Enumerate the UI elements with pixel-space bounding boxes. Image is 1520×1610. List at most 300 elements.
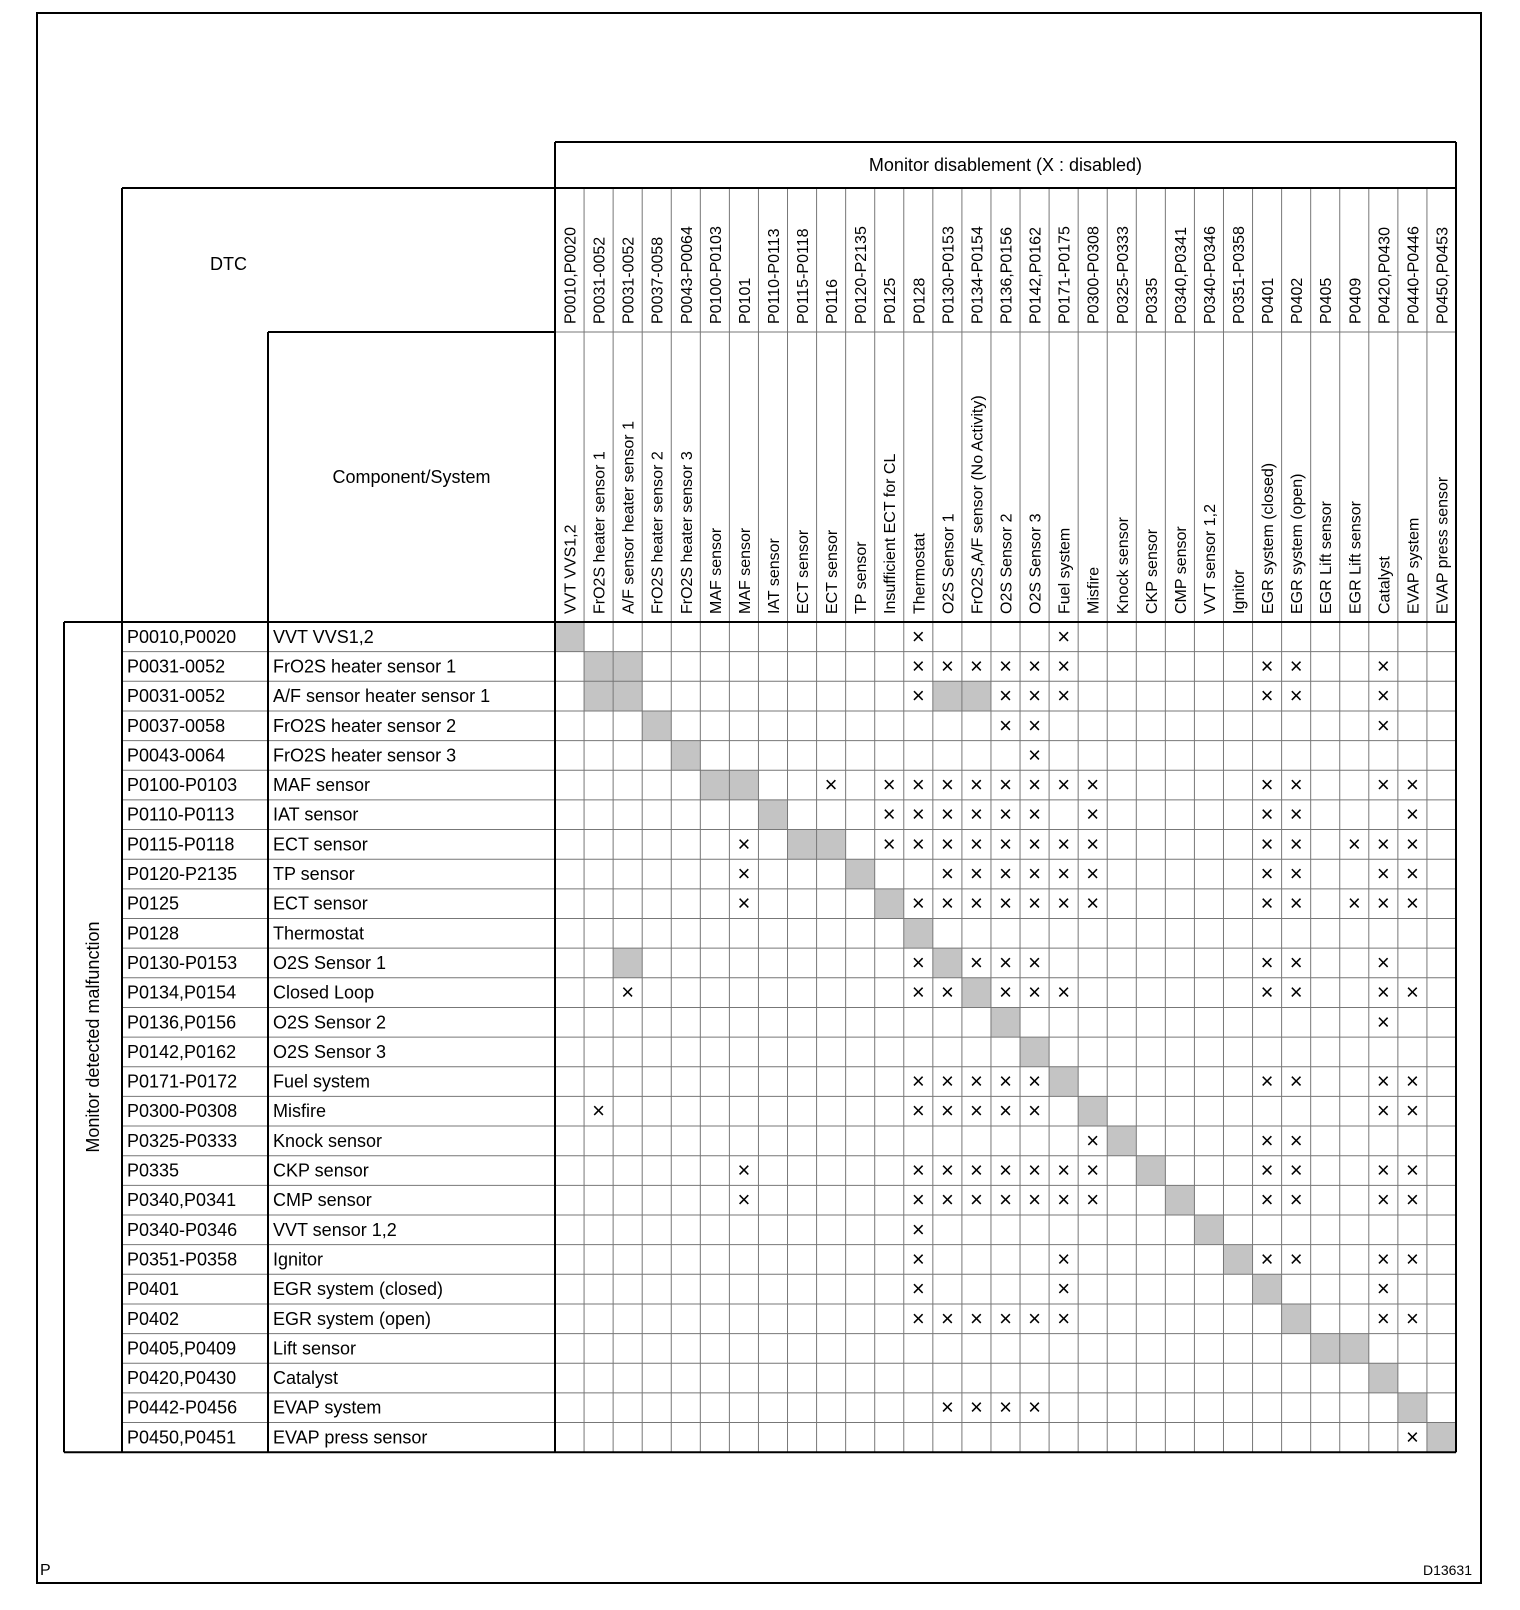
disabled-x-mark: ×: [999, 801, 1012, 827]
disabled-x-mark: ×: [1405, 1157, 1419, 1183]
disabled-x-mark: ×: [940, 1098, 954, 1124]
disabled-x-mark: ×: [999, 861, 1012, 887]
disabled-x-mark: ×: [1376, 1187, 1390, 1213]
row-component-label: EGR system (open): [273, 1308, 432, 1329]
column-component-label: EGR Lift sensor: [1347, 501, 1365, 614]
disabled-x-mark: ×: [1289, 979, 1303, 1005]
disabled-x-mark: ×: [940, 831, 954, 857]
disabled-x-mark: ×: [1028, 1098, 1041, 1124]
row-component-label: ECT sensor: [273, 834, 368, 855]
disabled-x-mark: ×: [1057, 683, 1071, 709]
disabled-x-mark: ×: [940, 772, 954, 798]
column-component-label: MAF sensor: [707, 527, 725, 614]
shaded-self-cell: [846, 859, 875, 889]
column-dtc-label: P0142,P0162: [1027, 227, 1045, 324]
column-component-label: O2S Sensor 2: [998, 513, 1016, 614]
row-component-label: O2S Sensor 1: [273, 952, 387, 973]
disabled-x-mark: ×: [970, 801, 983, 827]
disabled-x-mark: ×: [999, 772, 1012, 798]
shaded-self-cell: [1107, 1126, 1136, 1156]
disabled-x-mark: ×: [1376, 772, 1390, 798]
disabled-x-mark: ×: [999, 1098, 1012, 1124]
disabled-x-mark: ×: [1376, 1276, 1390, 1302]
column-dtc-label: P0325-P0333: [1114, 226, 1132, 324]
disabled-x-mark: ×: [1028, 712, 1041, 738]
disabled-x-mark: ×: [1028, 861, 1041, 887]
row-component-label: TP sensor: [273, 864, 355, 885]
shaded-self-cell: [1223, 1245, 1252, 1275]
shaded-self-cell: [613, 652, 642, 682]
column-component-label: EVAP press sensor: [1434, 476, 1452, 614]
disabled-x-mark: ×: [970, 861, 983, 887]
disabled-x-mark: ×: [1289, 890, 1303, 916]
disabled-x-mark: ×: [1086, 831, 1100, 857]
disabled-x-mark: ×: [1260, 1157, 1274, 1183]
disabled-x-mark: ×: [1028, 653, 1041, 679]
row-dtc-label: P0125: [127, 893, 180, 914]
disabled-x-mark: ×: [1086, 772, 1100, 798]
shaded-self-cell: [1340, 1334, 1369, 1364]
disabled-x-mark: ×: [1405, 1187, 1419, 1213]
column-dtc-label: P0128: [911, 277, 929, 324]
disabled-x-mark: ×: [940, 861, 954, 887]
disabled-x-mark: ×: [1057, 1276, 1071, 1302]
row-dtc-label: P0351-P0358: [127, 1249, 238, 1270]
row-dtc-label: P0340,P0341: [127, 1190, 237, 1211]
disabled-x-mark: ×: [882, 831, 896, 857]
disabled-x-mark: ×: [1260, 831, 1274, 857]
disabled-x-mark: ×: [999, 1068, 1012, 1094]
row-dtc-label: P0405,P0409: [127, 1338, 237, 1359]
disabled-x-mark: ×: [1086, 861, 1100, 887]
row-dtc-label: P0136,P0156: [127, 1012, 237, 1033]
shaded-self-cell: [1020, 1037, 1049, 1067]
disabled-x-mark: ×: [1260, 1246, 1274, 1272]
disabled-x-mark: ×: [940, 1187, 954, 1213]
column-component-label: Catalyst: [1376, 556, 1394, 614]
disabled-x-mark: ×: [1028, 742, 1041, 768]
disabled-x-mark: ×: [621, 979, 635, 1005]
disabled-x-mark: ×: [940, 1394, 954, 1420]
column-dtc-label: P0110-P0113: [765, 228, 783, 324]
disabled-x-mark: ×: [911, 979, 925, 1005]
shaded-self-cell: [1311, 1334, 1340, 1364]
column-component-label: VVT sensor 1,2: [1201, 504, 1219, 614]
row-dtc-label: P0010,P0020: [127, 626, 237, 647]
disabled-x-mark: ×: [911, 653, 925, 679]
row-component-label: Lift sensor: [273, 1338, 357, 1359]
disabled-x-mark: ×: [1405, 1068, 1419, 1094]
row-dtc-label: P0171-P0172: [127, 1071, 238, 1092]
column-component-label: Knock sensor: [1114, 517, 1132, 614]
disabled-x-mark: ×: [1057, 831, 1071, 857]
disabled-x-mark: ×: [1028, 1305, 1041, 1331]
column-dtc-label: P0120-P2135: [853, 226, 871, 324]
disabled-x-mark: ×: [1376, 1305, 1390, 1331]
column-component-label: EGR Lift sensor: [1318, 501, 1336, 614]
row-component-label: VVT VVS1,2: [273, 626, 374, 647]
shaded-self-cell: [1398, 1393, 1427, 1423]
disabled-x-mark: ×: [737, 861, 751, 887]
row-component-label: EVAP system: [273, 1397, 382, 1418]
column-dtc-label: P0031-0052: [591, 236, 609, 324]
disabled-x-mark: ×: [999, 831, 1012, 857]
footer-figure-id: D13631: [1422, 1562, 1472, 1578]
disabled-x-mark: ×: [1376, 712, 1390, 738]
row-component-label: FrO2S heater sensor 3: [273, 745, 457, 766]
column-component-label: Fuel system: [1056, 527, 1074, 614]
disabled-x-mark: ×: [1289, 683, 1303, 709]
disabled-x-mark: ×: [1057, 1157, 1071, 1183]
row-dtc-label: P0142,P0162: [127, 1041, 237, 1062]
disabled-x-mark: ×: [1376, 1068, 1390, 1094]
disabled-x-mark: ×: [1289, 653, 1303, 679]
column-dtc-label: P0440-P0446: [1405, 226, 1423, 324]
row-dtc-label: P0300-P0308: [127, 1101, 238, 1122]
disabled-x-mark: ×: [1028, 683, 1041, 709]
column-component-label: FrO2S heater sensor 2: [649, 451, 667, 614]
column-component-label: MAF sensor: [736, 527, 754, 614]
disabled-x-mark: ×: [1405, 1098, 1419, 1124]
disabled-x-mark: ×: [1057, 1305, 1071, 1331]
disabled-x-mark: ×: [1289, 1187, 1303, 1213]
disabled-x-mark: ×: [1057, 1187, 1071, 1213]
disabled-x-mark: ×: [1086, 890, 1100, 916]
column-dtc-label: P0116: [824, 278, 842, 324]
disabled-x-mark: ×: [1376, 861, 1390, 887]
column-component-label: FrO2S heater sensor 3: [678, 451, 696, 614]
disabled-x-mark: ×: [970, 831, 983, 857]
disabled-x-mark: ×: [999, 979, 1012, 1005]
disabled-x-mark: ×: [999, 683, 1012, 709]
shaded-self-cell: [1165, 1185, 1194, 1215]
disabled-x-mark: ×: [1260, 653, 1274, 679]
disabled-x-mark: ×: [1376, 949, 1390, 975]
disabled-x-mark: ×: [1376, 1009, 1390, 1035]
disabled-x-mark: ×: [1028, 772, 1041, 798]
column-dtc-label: P0401: [1260, 277, 1278, 324]
disabled-x-mark: ×: [1086, 1187, 1100, 1213]
column-dtc-label: P0130-P0153: [940, 226, 958, 324]
column-dtc-label: P0010,P0020: [562, 227, 580, 324]
disabled-x-mark: ×: [1289, 801, 1303, 827]
column-dtc-label: P0405: [1318, 277, 1336, 324]
disabled-x-mark: ×: [1260, 1068, 1274, 1094]
disabled-x-mark: ×: [1376, 1246, 1390, 1272]
shaded-self-cell: [758, 800, 787, 830]
disabled-x-mark: ×: [1289, 1127, 1303, 1153]
disabled-x-mark: ×: [1057, 979, 1071, 1005]
row-component-label: Closed Loop: [273, 982, 375, 1003]
row-component-label: O2S Sensor 2: [273, 1012, 387, 1033]
disabled-x-mark: ×: [1028, 1068, 1041, 1094]
dtc-header-label: DTC: [210, 254, 247, 274]
row-component-label: Fuel system: [273, 1071, 371, 1092]
side-label-monitor-detected: Monitor detected malfunction: [83, 921, 103, 1153]
column-dtc-label: P0402: [1289, 277, 1307, 324]
column-component-label: Thermostat: [911, 533, 929, 614]
row-dtc-label: P0340-P0346: [127, 1219, 238, 1240]
shaded-self-cell: [584, 652, 613, 682]
disabled-x-mark: ×: [911, 623, 925, 649]
disabled-x-mark: ×: [911, 1157, 925, 1183]
disabled-x-mark: ×: [1289, 772, 1303, 798]
disabled-x-mark: ×: [1347, 890, 1361, 916]
shaded-self-cell: [817, 830, 846, 860]
disabled-x-mark: ×: [911, 1305, 925, 1331]
disabled-x-mark: ×: [1057, 623, 1071, 649]
shaded-self-cell: [584, 681, 613, 711]
disabled-x-mark: ×: [970, 1394, 983, 1420]
row-dtc-label: P0031-0052: [127, 656, 226, 677]
disabled-x-mark: ×: [911, 772, 925, 798]
shaded-self-cell: [642, 711, 671, 741]
shaded-self-cell: [1194, 1215, 1223, 1245]
column-dtc-label: P0136,P0156: [998, 227, 1016, 324]
disabled-x-mark: ×: [1405, 1305, 1419, 1331]
row-component-label: IAT sensor: [273, 804, 359, 825]
disabled-x-mark: ×: [1028, 1157, 1041, 1183]
row-component-label: A/F sensor heater sensor 1: [273, 686, 491, 707]
disabled-x-mark: ×: [1260, 890, 1274, 916]
row-component-label: Catalyst: [273, 1368, 339, 1389]
disabled-x-mark: ×: [1289, 831, 1303, 857]
disabled-x-mark: ×: [1028, 801, 1041, 827]
column-component-label: Insufficient ECT for CL: [882, 453, 900, 614]
disabled-x-mark: ×: [970, 1098, 983, 1124]
disabled-x-mark: ×: [882, 772, 896, 798]
disabled-x-mark: ×: [1289, 861, 1303, 887]
disabled-x-mark: ×: [1028, 949, 1041, 975]
column-dtc-label: P0100-P0103: [707, 226, 725, 324]
column-component-label: O2S Sensor 3: [1027, 513, 1045, 614]
disabled-x-mark: ×: [911, 1068, 925, 1094]
column-dtc-label: P0101: [736, 277, 754, 324]
disabled-x-mark: ×: [970, 772, 983, 798]
disabled-x-mark: ×: [1028, 979, 1041, 1005]
disabled-x-mark: ×: [970, 890, 983, 916]
column-dtc-label: P0420,P0430: [1376, 227, 1394, 324]
column-dtc-label: P0134-P0154: [969, 226, 987, 324]
row-component-label: ECT sensor: [273, 893, 368, 914]
shaded-self-cell: [1282, 1304, 1311, 1334]
shaded-self-cell: [1427, 1423, 1456, 1453]
column-component-label: FrO2S,A/F sensor (No Activity): [969, 395, 987, 614]
disabled-x-mark: ×: [1057, 1246, 1071, 1272]
disabled-x-mark: ×: [911, 831, 925, 857]
disabled-x-mark: ×: [737, 831, 751, 857]
column-component-label: ECT sensor: [824, 529, 842, 614]
shaded-self-cell: [1078, 1096, 1107, 1126]
shaded-self-cell: [991, 1007, 1020, 1037]
disabled-x-mark: ×: [1260, 949, 1274, 975]
column-dtc-label: P0335: [1143, 277, 1161, 324]
shaded-self-cell: [700, 770, 729, 800]
disabled-x-mark: ×: [592, 1098, 606, 1124]
shaded-self-cell: [1136, 1156, 1165, 1186]
disabled-x-mark: ×: [1405, 890, 1419, 916]
shaded-self-cell: [933, 948, 962, 978]
disabled-x-mark: ×: [1405, 979, 1419, 1005]
shaded-self-cell: [875, 889, 904, 919]
shaded-self-cell: [613, 948, 642, 978]
column-dtc-label: P0125: [882, 277, 900, 324]
disabled-x-mark: ×: [1057, 890, 1071, 916]
row-dtc-label: P0115-P0118: [127, 834, 235, 855]
column-component-label: TP sensor: [853, 541, 871, 614]
shaded-self-cell: [904, 919, 933, 949]
disabled-x-mark: ×: [911, 1246, 925, 1272]
row-dtc-label: P0325-P0333: [127, 1130, 238, 1151]
disabled-x-mark: ×: [940, 979, 954, 1005]
shaded-self-cell: [729, 770, 758, 800]
column-dtc-label: P0300-P0308: [1085, 226, 1103, 324]
column-dtc-label: P0031-0052: [620, 236, 638, 324]
disabled-x-mark: ×: [970, 1187, 983, 1213]
shaded-self-cell: [555, 622, 584, 652]
row-component-label: FrO2S heater sensor 2: [273, 715, 457, 736]
disabled-x-mark: ×: [970, 1305, 983, 1331]
column-dtc-label: P0115-P0118: [795, 228, 813, 324]
disabled-x-mark: ×: [1405, 772, 1419, 798]
column-dtc-label: P0409: [1347, 277, 1365, 324]
row-component-label: Thermostat: [273, 923, 365, 944]
disabled-x-mark: ×: [999, 1157, 1012, 1183]
column-component-label: IAT sensor: [765, 538, 783, 614]
disabled-x-mark: ×: [999, 949, 1012, 975]
row-dtc-label: P0450,P0451: [127, 1427, 237, 1448]
row-dtc-label: P0420,P0430: [127, 1368, 237, 1389]
column-component-label: EGR system (open): [1289, 473, 1307, 614]
disabled-x-mark: ×: [1376, 979, 1390, 1005]
column-dtc-label: P0043-P0064: [678, 226, 696, 324]
disabled-x-mark: ×: [1289, 949, 1303, 975]
disabled-x-mark: ×: [940, 890, 954, 916]
row-dtc-label: P0442-P0456: [127, 1397, 238, 1418]
row-dtc-label: P0335: [127, 1160, 180, 1181]
row-component-label: VVT sensor 1,2: [273, 1219, 397, 1240]
column-component-label: ECT sensor: [795, 529, 813, 614]
disabled-x-mark: ×: [737, 1157, 751, 1183]
disabled-x-mark: ×: [999, 1305, 1012, 1331]
disabled-x-mark: ×: [999, 1394, 1012, 1420]
shaded-self-cell: [1253, 1274, 1282, 1304]
column-component-label: VVT VVS1,2: [562, 524, 580, 614]
shaded-self-cell: [788, 830, 817, 860]
disabled-x-mark: ×: [940, 801, 954, 827]
row-dtc-label: P0401: [127, 1279, 180, 1300]
row-component-label: Misfire: [273, 1101, 326, 1122]
disabled-x-mark: ×: [882, 801, 896, 827]
shaded-self-cell: [1369, 1363, 1398, 1393]
column-dtc-label: P0340-P0346: [1201, 226, 1219, 324]
disabled-x-mark: ×: [911, 1276, 925, 1302]
column-component-label: EGR system (closed): [1260, 462, 1278, 614]
disabled-x-mark: ×: [911, 890, 925, 916]
row-dtc-label: P0134,P0154: [127, 982, 237, 1003]
disabled-x-mark: ×: [1376, 1098, 1390, 1124]
disabled-x-mark: ×: [737, 890, 751, 916]
disabled-x-mark: ×: [1260, 801, 1274, 827]
column-component-label: CKP sensor: [1143, 528, 1161, 614]
row-component-label: CMP sensor: [273, 1190, 372, 1211]
column-component-label: EVAP system: [1405, 517, 1423, 614]
row-dtc-label: P0110-P0113: [127, 804, 235, 825]
shaded-self-cell: [962, 978, 991, 1008]
disabled-x-mark: ×: [911, 801, 925, 827]
disabled-x-mark: ×: [1289, 1246, 1303, 1272]
monitor-disablement-title: Monitor disablement (X : disabled): [868, 155, 1143, 175]
disabled-x-mark: ×: [1028, 890, 1041, 916]
disabled-x-mark: ×: [1260, 979, 1274, 1005]
column-component-label: FrO2S heater sensor 1: [591, 451, 609, 614]
disabled-x-mark: ×: [940, 1068, 954, 1094]
disabled-x-mark: ×: [1405, 831, 1419, 857]
disabled-x-mark: ×: [1057, 772, 1071, 798]
disabled-x-mark: ×: [1057, 861, 1071, 887]
shaded-self-cell: [613, 681, 642, 711]
disabled-x-mark: ×: [1376, 683, 1390, 709]
disabled-x-mark: ×: [999, 1187, 1012, 1213]
disabled-x-mark: ×: [1405, 801, 1419, 827]
row-dtc-label: P0120-P2135: [127, 864, 238, 885]
row-component-label: CKP sensor: [273, 1160, 369, 1181]
column-component-label: A/F sensor heater sensor 1: [620, 421, 638, 614]
disabled-x-mark: ×: [911, 1187, 925, 1213]
disabled-x-mark: ×: [1376, 653, 1390, 679]
disabled-x-mark: ×: [999, 890, 1012, 916]
row-component-label: EGR system (closed): [273, 1279, 444, 1300]
disabled-x-mark: ×: [1260, 1127, 1274, 1153]
row-component-label: FrO2S heater sensor 1: [273, 656, 457, 677]
row-component-label: EVAP press sensor: [273, 1427, 428, 1448]
column-dtc-label: P0037-0058: [649, 236, 667, 324]
disabled-x-mark: ×: [1260, 861, 1274, 887]
disabled-x-mark: ×: [1028, 831, 1041, 857]
disabled-x-mark: ×: [1405, 861, 1419, 887]
row-dtc-label: P0130-P0153: [127, 952, 238, 973]
disabled-x-mark: ×: [1260, 1187, 1274, 1213]
row-dtc-label: P0031-0052: [127, 686, 226, 707]
row-component-label: O2S Sensor 3: [273, 1041, 387, 1062]
disabled-x-mark: ×: [1260, 772, 1274, 798]
disabled-x-mark: ×: [911, 1098, 925, 1124]
disabled-x-mark: ×: [1376, 890, 1390, 916]
disabled-x-mark: ×: [1376, 831, 1390, 857]
disabled-x-mark: ×: [970, 1157, 983, 1183]
disabled-x-mark: ×: [940, 653, 954, 679]
row-dtc-label: P0100-P0103: [127, 775, 238, 796]
disabled-x-mark: ×: [824, 772, 838, 798]
row-component-label: Knock sensor: [273, 1130, 383, 1151]
disabled-x-mark: ×: [1376, 1157, 1390, 1183]
column-component-label: Misfire: [1085, 566, 1103, 614]
disabled-x-mark: ×: [999, 653, 1012, 679]
disabled-x-mark: ×: [1028, 1394, 1041, 1420]
disabled-x-mark: ×: [911, 1216, 925, 1242]
row-component-label: MAF sensor: [273, 775, 371, 796]
column-component-label: CMP sensor: [1172, 526, 1190, 614]
disabled-x-mark: ×: [940, 1157, 954, 1183]
column-component-label: Ignitor: [1231, 569, 1249, 614]
disabled-x-mark: ×: [940, 1305, 954, 1331]
disabled-x-mark: ×: [1260, 683, 1274, 709]
column-dtc-label: P0171-P0175: [1056, 226, 1074, 324]
disabled-x-mark: ×: [970, 653, 983, 679]
component-header-label: Component/System: [332, 467, 491, 487]
footer-left-code: P: [40, 1562, 51, 1579]
column-dtc-label: P0450,P0453: [1434, 227, 1452, 324]
